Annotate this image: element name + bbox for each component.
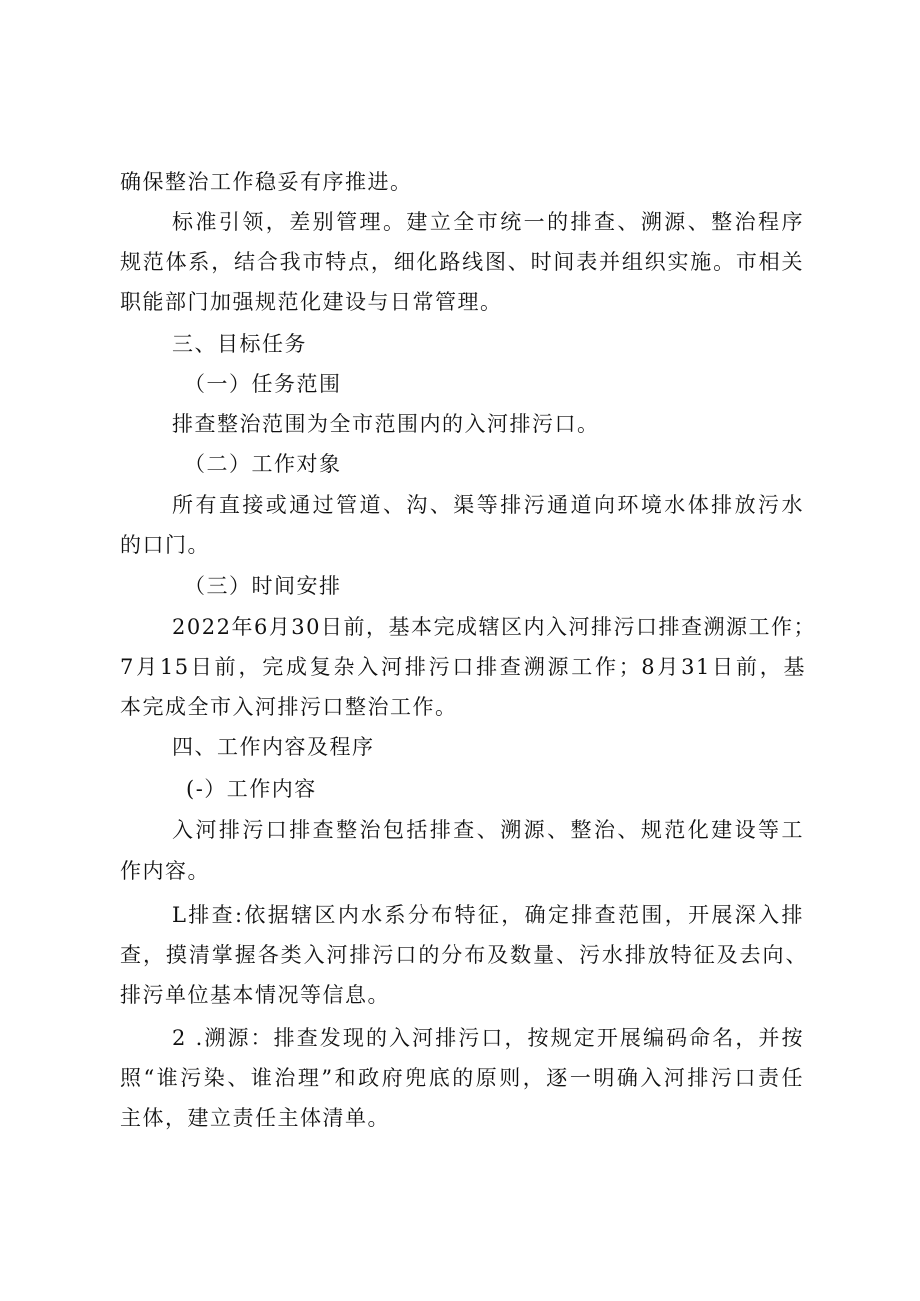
- text-line: 2 .溯源：排查发现的入河排污口，按规定开展编码命名，并按: [172, 1026, 804, 1050]
- text-line: 入河排污口排查整治包括排查、溯源、整治、规范化建设等工: [172, 818, 804, 842]
- text-line: 确保整治工作稳妥有序推进。: [120, 170, 413, 194]
- text-line: 规范体系，结合我市特点，细化路线图、时间表并组织实施。市相关: [120, 250, 804, 274]
- text-line: 查，摸清掌握各类入河排污口的分布及数量、污水排放特征及去向、: [120, 943, 808, 967]
- text-line: 的口门。: [120, 533, 210, 557]
- text-line: 主体，建立责任主体清单。: [120, 1106, 390, 1130]
- subsection-heading: （一）任务范围: [184, 372, 342, 396]
- text-line: 照“谁污染、谁治理”和政府兜底的原则，逐一明确入河排污口责任: [120, 1066, 804, 1090]
- subsection-heading: （二）工作对象: [184, 452, 342, 476]
- text-line: 所有直接或通过管道、沟、渠等排污通道向环境水体排放污水: [172, 493, 804, 517]
- section-heading: 三、目标任务: [172, 332, 307, 356]
- text-line: 职能部门加强规范化建设与日常管理。: [120, 290, 503, 314]
- text-line: 2022年6月30日前，基本完成辖区内入河排污口排查溯源工作；: [172, 615, 817, 639]
- text-line: L排查:依据辖区内水系分布特征，确定排查范围，开展深入排: [172, 903, 804, 927]
- section-heading: 四、工作内容及程序: [172, 735, 375, 759]
- text-line: 作内容。: [120, 859, 210, 883]
- text-line: 排查整治范围为全市范围内的入河排污口。: [172, 412, 600, 436]
- subsection-heading: （三）时间安排: [184, 574, 342, 598]
- text-line: 本完成全市入河排污口整治工作。: [120, 695, 458, 719]
- subsection-heading: (-）工作内容: [186, 777, 317, 801]
- text-line: 排污单位基本情况等信息。: [120, 983, 390, 1007]
- paragraph-heading-standard: 标准引领，差别管理。建立全市统一的排查、溯源、整治程序: [172, 210, 804, 234]
- text-line: 7月15日前，完成复杂入河排污口排查溯源工作；8月31日前，基: [120, 655, 806, 679]
